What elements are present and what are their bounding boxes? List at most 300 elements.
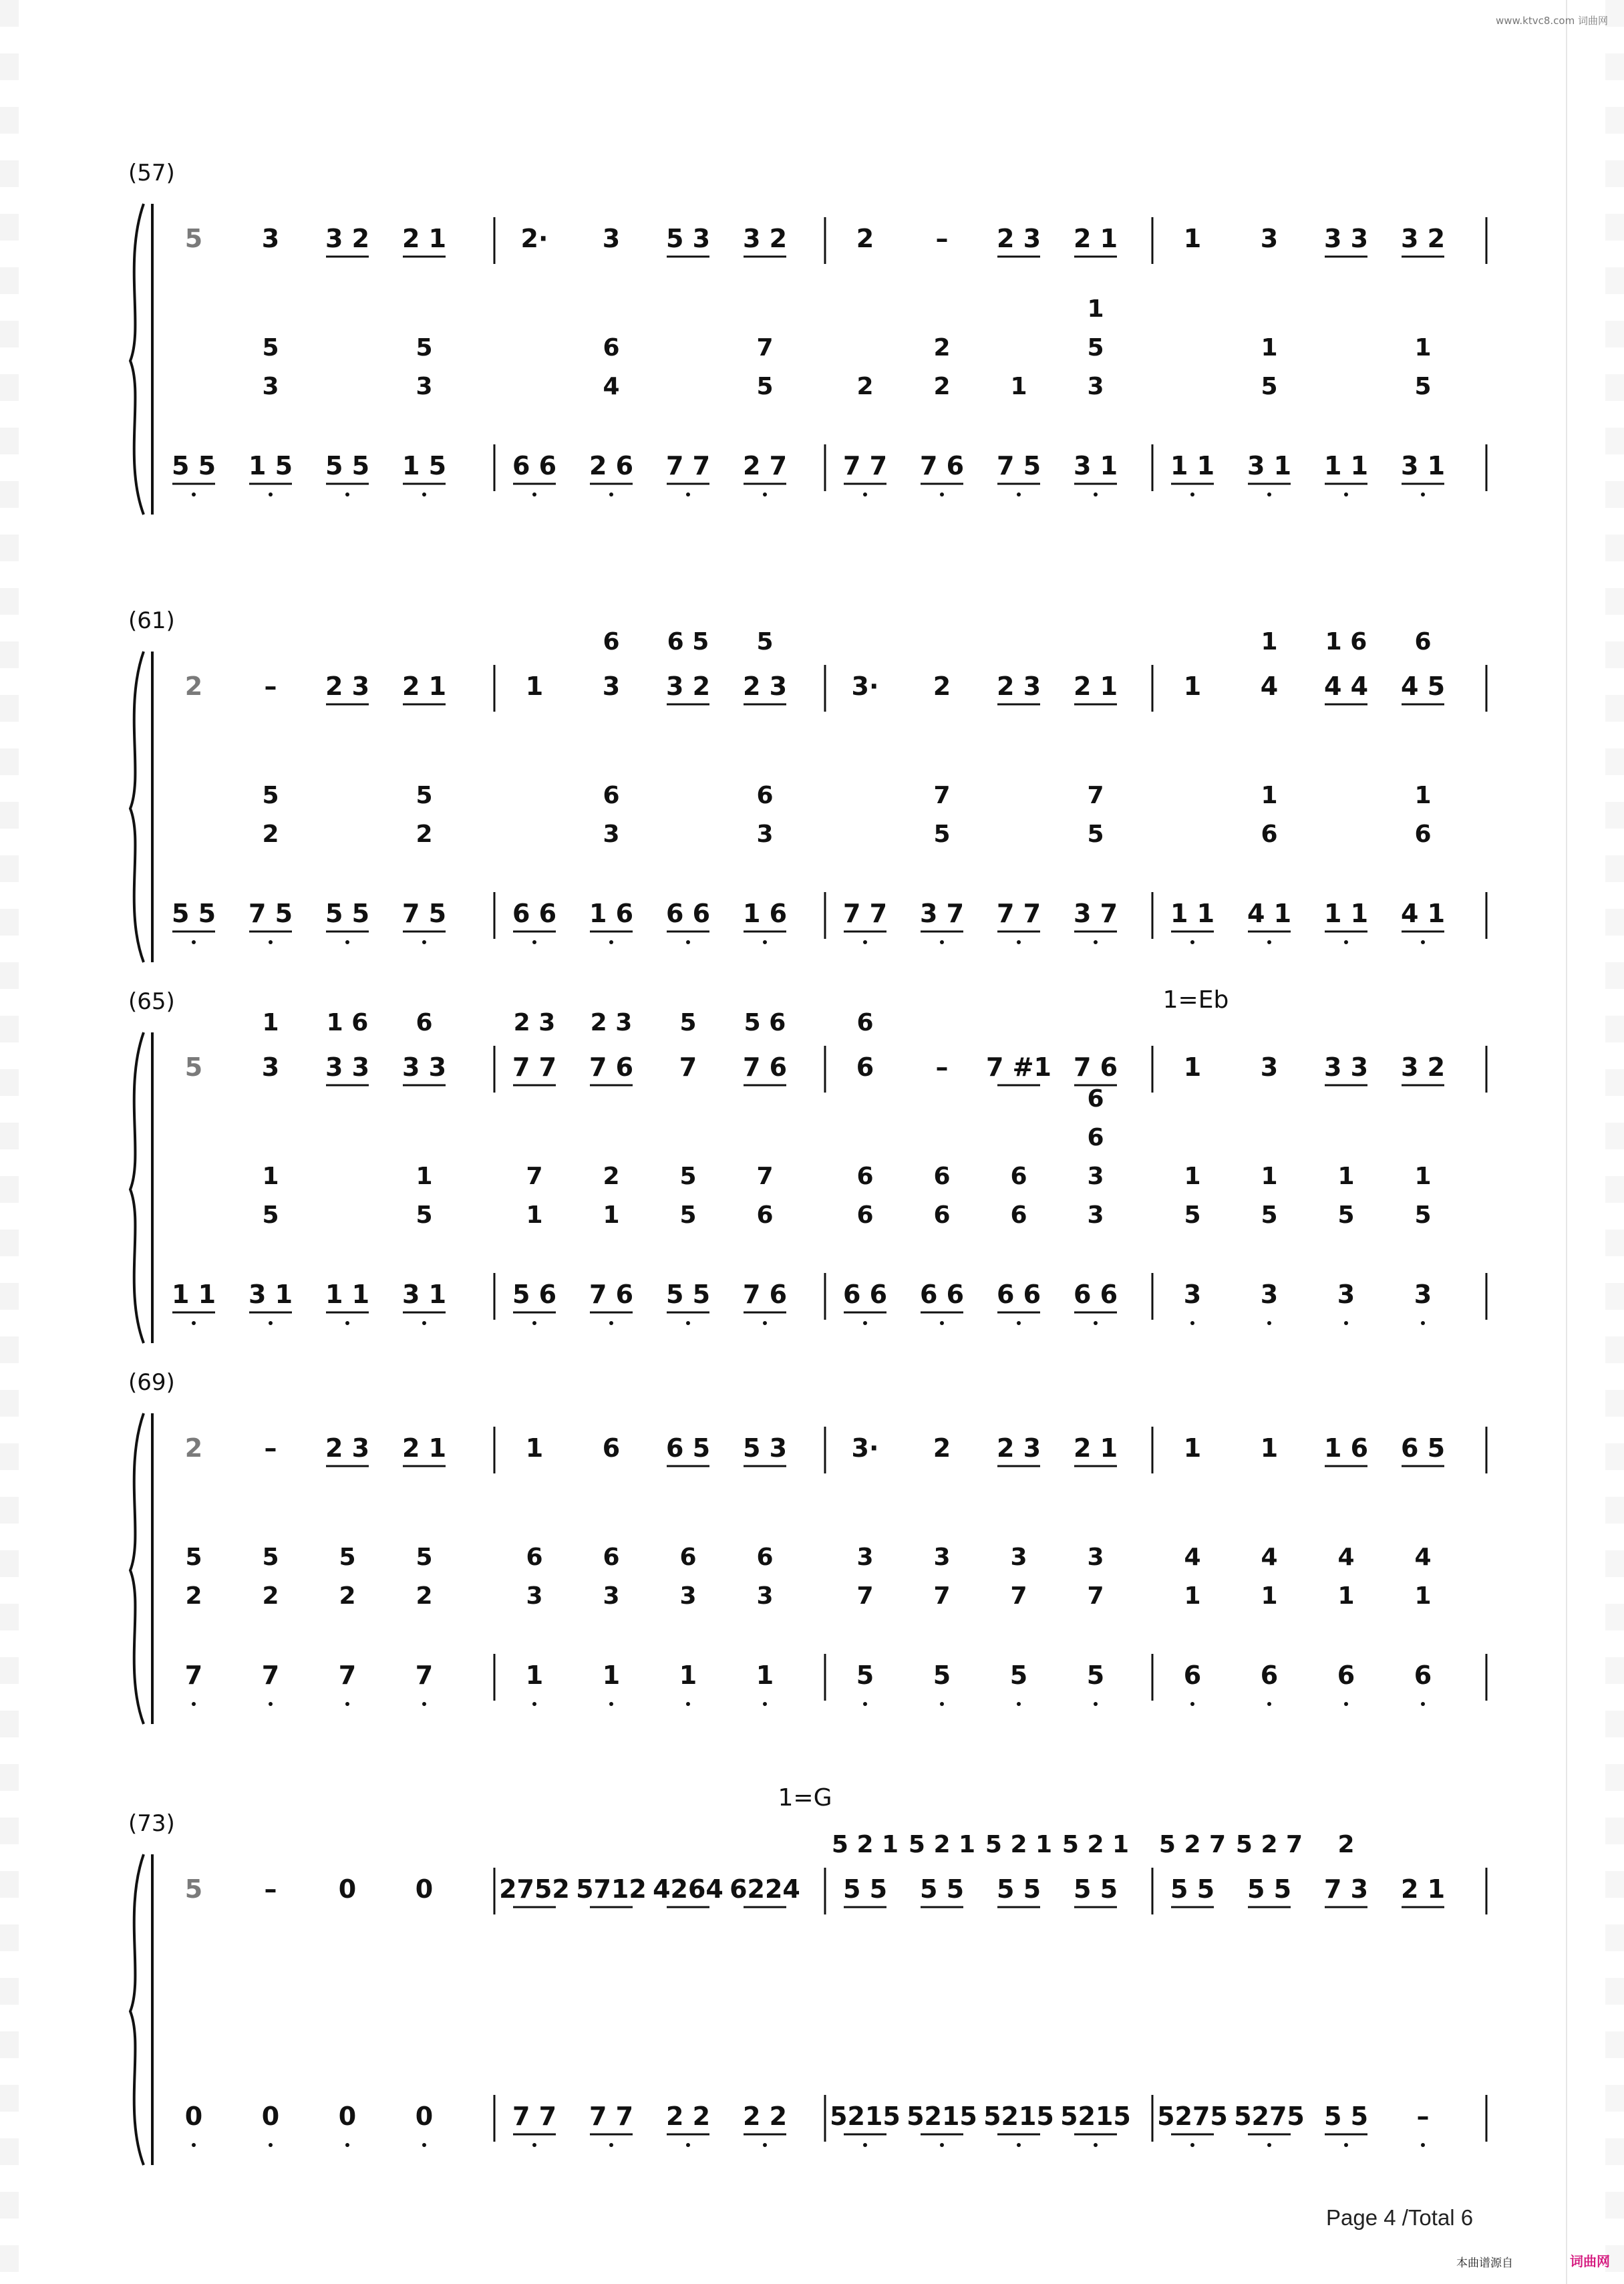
left-hand-note: 7 6 — [589, 1280, 634, 1309]
left-hand-chord-note: 3 — [1087, 1163, 1104, 1190]
left-hand-chord-note: 3 — [1087, 1544, 1104, 1571]
right-hand-note: 3 — [261, 1052, 280, 1082]
left-hand-note: 7 — [184, 1661, 203, 1690]
left-hand-note: 3 — [1414, 1280, 1432, 1309]
left-hand-chord-note: 6 — [1010, 1163, 1027, 1190]
left-hand-note: 7 7 — [512, 2102, 557, 2131]
left-hand-chord-note: 4 — [603, 373, 620, 400]
left-hand-chord-note: 1 — [1184, 1163, 1201, 1190]
right-hand-note: 2 1 — [1073, 1433, 1118, 1463]
right-hand-note: 1 — [1260, 1433, 1279, 1463]
right-hand-note: 5 5 — [1073, 1874, 1118, 1904]
left-hand-chord-note: 5 — [339, 1544, 356, 1571]
low-octave-dot — [422, 940, 426, 944]
right-hand-note: 2 3 — [325, 1433, 370, 1463]
left-hand-note: – — [1416, 2102, 1430, 2131]
left-hand-note: 7 7 — [589, 2102, 634, 2131]
right-hand-note: 3 3 — [1323, 1052, 1369, 1082]
right-hand-note: 3 — [1260, 224, 1279, 253]
left-hand-chord-note: 6 — [603, 1544, 620, 1571]
upper-voice-note: 5 2 7 — [1235, 1831, 1303, 1858]
upper-voice-note: 1 — [262, 1009, 279, 1036]
low-octave-dot — [1017, 1702, 1021, 1706]
low-octave-dot — [763, 492, 767, 496]
low-octave-dot — [1190, 492, 1194, 496]
left-hand-chord-note: 5 — [1414, 1201, 1432, 1229]
footer-source-label: 本曲谱源自 — [1456, 2257, 1513, 2270]
left-hand-chord-note: 1 — [1261, 1163, 1278, 1190]
low-octave-dot — [192, 492, 196, 496]
left-hand-note: 3 1 — [401, 1280, 447, 1309]
right-hand-note: 3 2 — [1400, 224, 1446, 253]
low-octave-dot — [1094, 2143, 1098, 2147]
left-hand-chord-note: 2 — [933, 334, 951, 362]
low-octave-dot — [345, 492, 349, 496]
low-octave-dot — [609, 940, 613, 944]
right-hand-note: 7 7 — [512, 1052, 557, 1082]
upper-voice-note: 5 2 1 — [1062, 1831, 1130, 1858]
right-hand-note: – — [264, 1874, 277, 1904]
left-hand-chord-note: 2 — [339, 1582, 356, 1610]
left-hand-chord-note: 3 — [856, 1544, 874, 1571]
right-hand-note: 5 — [184, 224, 203, 253]
low-octave-dot — [686, 1321, 690, 1325]
left-hand-chord-note: 3 — [1010, 1544, 1027, 1571]
left-hand-chord-note: 5 — [416, 1544, 433, 1571]
left-hand-note: 4 1 — [1400, 899, 1446, 928]
low-octave-dot — [192, 2143, 196, 2147]
low-octave-dot — [345, 1702, 349, 1706]
low-octave-dot — [1421, 1321, 1425, 1325]
left-hand-note: 6 6 — [512, 451, 557, 480]
left-hand-note: 5 5 — [1323, 2102, 1369, 2131]
right-hand-note: 1 — [1183, 224, 1202, 253]
left-hand-chord-note: 1 — [603, 1201, 620, 1229]
left-hand-note: 6 6 — [512, 899, 557, 928]
right-hand-note: 0 — [338, 1874, 357, 1904]
left-hand-chord-note: 7 — [1087, 782, 1104, 809]
right-hand-note: 5 5 — [1170, 1874, 1215, 1904]
left-hand-chord-note: 7 — [1010, 1582, 1027, 1610]
left-hand-note: 6 6 — [1073, 1280, 1118, 1309]
left-hand-note: 1 1 — [171, 1280, 216, 1309]
right-hand-note: 2 — [933, 1433, 951, 1463]
right-hand-note: 3 — [261, 224, 280, 253]
left-hand-chord-note: 6 — [856, 1201, 874, 1229]
left-hand-chord-note: 1 — [1414, 334, 1432, 362]
left-hand-note: 3 — [1337, 1280, 1355, 1309]
right-hand-note: 2· — [520, 224, 548, 253]
left-hand-chord-note: 6 — [1261, 821, 1278, 848]
left-hand-note: 1 1 — [1170, 451, 1215, 480]
page-number: Page 4 /Total 6 — [1326, 2205, 1474, 2230]
left-hand-note: 1 1 — [1323, 899, 1369, 928]
measure-number: (57) — [128, 160, 175, 186]
low-octave-dot — [532, 492, 536, 496]
low-octave-dot — [609, 1702, 613, 1706]
right-hand-note: 6 — [602, 1433, 621, 1463]
left-hand-chord-note: 7 — [856, 1582, 874, 1610]
right-hand-note: 3 2 — [742, 224, 788, 253]
left-hand-note: 2 7 — [742, 451, 788, 480]
left-hand-chord-note: 2 — [416, 821, 433, 848]
right-hand-note: 3 — [602, 672, 621, 701]
left-hand-chord-note: 5 — [262, 1201, 279, 1229]
right-hand-note: 2 1 — [1073, 672, 1118, 701]
left-hand-note: 7 7 — [842, 899, 888, 928]
left-hand-chord-note: 5 — [262, 334, 279, 362]
low-octave-dot — [1267, 492, 1271, 496]
low-octave-dot — [1267, 1321, 1271, 1325]
upper-voice-note: 5 2 7 — [1158, 1831, 1227, 1858]
right-hand-note: 3 3 — [1323, 224, 1369, 253]
right-hand-note: 1 — [1183, 672, 1202, 701]
left-hand-chord-note: 5 — [933, 821, 951, 848]
left-hand-note: 0 — [184, 2102, 203, 2131]
right-hand-note: 6 — [856, 1052, 874, 1082]
left-hand-chord-note: 6 — [679, 1544, 697, 1571]
left-hand-chord-note: 5 — [262, 782, 279, 809]
low-octave-dot — [1421, 940, 1425, 944]
left-hand-chord-note: 5 — [756, 373, 774, 400]
low-octave-dot — [686, 1702, 690, 1706]
left-hand-chord-note: 6 — [603, 334, 620, 362]
low-octave-dot — [863, 492, 867, 496]
measure-number: (69) — [128, 1369, 175, 1396]
left-hand-note: 6 — [1260, 1661, 1279, 1690]
staff-brace — [130, 1854, 144, 2165]
low-octave-dot — [192, 1321, 196, 1325]
left-hand-chord-note: 5 — [1184, 1201, 1201, 1229]
left-hand-chord-note: 3 — [416, 373, 433, 400]
right-hand-note: 2 3 — [742, 672, 788, 701]
key-change: 1=G — [778, 1784, 832, 1812]
left-hand-note: 7 5 — [401, 899, 447, 928]
low-octave-dot — [940, 940, 944, 944]
right-hand-note: 5 — [184, 1052, 203, 1082]
low-octave-dot — [763, 1321, 767, 1325]
left-hand-chord-note: 2 — [933, 373, 951, 400]
upper-voice-note: 5 2 1 — [908, 1831, 976, 1858]
right-hand-note: 0 — [415, 1874, 434, 1904]
left-hand-note: 5 — [1086, 1661, 1105, 1690]
low-octave-dot — [1094, 1321, 1098, 1325]
left-hand-note: 5 5 — [325, 899, 370, 928]
left-hand-chord-note: 6 — [1414, 821, 1432, 848]
left-hand-chord-note: 3 — [756, 821, 774, 848]
left-hand-note: 1 — [756, 1661, 774, 1690]
right-hand-note: – — [935, 1052, 949, 1082]
left-hand-chord-note: 3 — [1087, 1201, 1104, 1229]
right-hand-note: 1 — [525, 1433, 544, 1463]
low-octave-dot — [269, 1702, 273, 1706]
left-hand-chord-note: 1 — [1337, 1582, 1355, 1610]
right-hand-note: 3· — [851, 672, 879, 701]
right-hand-note: 3 2 — [1400, 1052, 1446, 1082]
left-hand-chord-note: 3 — [756, 1582, 774, 1610]
left-hand-chord-note: 1 — [1184, 1582, 1201, 1610]
left-hand-chord-note: 4 — [1184, 1544, 1201, 1571]
low-octave-dot — [863, 2143, 867, 2147]
left-hand-note: 5215 — [907, 2102, 977, 2131]
left-hand-note: 7 5 — [248, 899, 293, 928]
right-hand-note: 4 — [1260, 672, 1279, 701]
left-hand-chord-note: 1 — [1337, 1163, 1355, 1190]
left-hand-chord-note: 1 — [1414, 1582, 1432, 1610]
left-hand-chord-note: 1 — [1087, 295, 1104, 323]
left-hand-chord-note: 5 — [1414, 373, 1432, 400]
low-octave-dot — [269, 1321, 273, 1325]
low-octave-dot — [532, 940, 536, 944]
left-hand-chord-note: 1 — [262, 1163, 279, 1190]
right-hand-note: 2 3 — [996, 672, 1041, 701]
right-hand-note: 2 3 — [996, 1433, 1041, 1463]
left-hand-chord-note: 6 — [756, 1201, 774, 1229]
key-change: 1=Eb — [1162, 986, 1229, 1014]
left-hand-chord-note: 7 — [756, 334, 774, 362]
low-octave-dot — [1190, 1702, 1194, 1706]
right-hand-note: 6224 — [729, 1874, 800, 1904]
left-hand-chord-note: 7 — [526, 1163, 543, 1190]
left-hand-note: 5215 — [1060, 2102, 1131, 2131]
low-octave-dot — [763, 1702, 767, 1706]
right-hand-note: – — [264, 1433, 277, 1463]
low-octave-dot — [863, 1321, 867, 1325]
low-octave-dot — [686, 2143, 690, 2147]
left-hand-note: 7 — [415, 1661, 434, 1690]
right-hand-note: 5 — [184, 1874, 203, 1904]
right-hand-note: 2 — [184, 672, 203, 701]
low-octave-dot — [863, 1702, 867, 1706]
site-url: www.ktvc8.com 词曲网 — [1495, 15, 1608, 27]
upper-voice-note: 1 — [1261, 628, 1278, 656]
left-hand-note: 7 5 — [996, 451, 1041, 480]
left-hand-note: 7 7 — [842, 451, 888, 480]
left-hand-note: 3 — [1183, 1280, 1202, 1309]
left-hand-chord-note: 5 — [185, 1544, 202, 1571]
low-octave-dot — [345, 940, 349, 944]
left-hand-chord-note: 1 — [1414, 782, 1432, 809]
low-octave-dot — [422, 492, 426, 496]
right-hand-note: 3 — [602, 224, 621, 253]
right-hand-note: 2 1 — [1073, 224, 1118, 253]
low-octave-dot — [1421, 2143, 1425, 2147]
low-octave-dot — [1267, 2143, 1271, 2147]
low-octave-dot — [940, 1321, 944, 1325]
low-octave-dot — [1344, 1321, 1348, 1325]
left-hand-chord-note: 1 — [416, 1163, 433, 1190]
left-hand-chord-note: 5 — [416, 334, 433, 362]
right-hand-note: 5 5 — [842, 1874, 888, 1904]
left-hand-chord-note: 5 — [416, 782, 433, 809]
low-octave-dot — [1094, 1702, 1098, 1706]
left-hand-note: 1 — [679, 1661, 697, 1690]
left-hand-note: 1 5 — [401, 451, 447, 480]
upper-voice-note: 2 — [1337, 1831, 1355, 1858]
left-hand-note: 3 7 — [919, 899, 965, 928]
left-hand-note: 5275 — [1157, 2102, 1228, 2131]
left-hand-note: 7 7 — [996, 899, 1041, 928]
right-hand-note: 7 6 — [589, 1052, 634, 1082]
left-hand-chord-note: 3 — [1087, 373, 1104, 400]
upper-voice-note: 2 3 — [590, 1009, 633, 1036]
low-octave-dot — [609, 2143, 613, 2147]
right-hand-note: 7 — [679, 1052, 697, 1082]
left-hand-chord-note: 4 — [1261, 1544, 1278, 1571]
left-hand-note: 6 6 — [842, 1280, 888, 1309]
left-hand-chord-note: 6 — [933, 1201, 951, 1229]
low-octave-dot — [532, 1321, 536, 1325]
low-octave-dot — [1017, 940, 1021, 944]
left-hand-note: 4 1 — [1247, 899, 1292, 928]
low-octave-dot — [532, 1702, 536, 1706]
left-hand-chord-note: 1 — [526, 1201, 543, 1229]
left-hand-chord-note: 2 — [262, 1582, 279, 1610]
right-hand-note: 4264 — [653, 1874, 723, 1904]
right-hand-note: 2 — [184, 1433, 203, 1463]
low-octave-dot — [1017, 1321, 1021, 1325]
low-octave-dot — [269, 940, 273, 944]
right-hand-note: 4 5 — [1400, 672, 1446, 701]
low-octave-dot — [1421, 492, 1425, 496]
left-hand-note: 2 2 — [665, 2102, 711, 2131]
left-hand-chord-note: 5 — [1087, 821, 1104, 848]
upper-voice-note: 5 2 1 — [831, 1831, 899, 1858]
left-hand-chord-note: 6 — [756, 782, 774, 809]
low-octave-dot — [422, 1321, 426, 1325]
low-octave-dot — [609, 1321, 613, 1325]
right-hand-note: 1 6 — [1323, 1433, 1369, 1463]
left-hand-chord-note: 3 — [603, 1582, 620, 1610]
low-octave-dot — [686, 492, 690, 496]
right-hand-note: 1 — [1183, 1433, 1202, 1463]
right-hand-note: 1 — [525, 672, 544, 701]
right-hand-note: 3 2 — [325, 224, 370, 253]
upper-voice-note: 5 — [679, 1009, 697, 1036]
right-hand-note: 5 5 — [996, 1874, 1041, 1904]
left-hand-chord-note: 6 — [1010, 1201, 1027, 1229]
right-hand-note: 2 — [933, 672, 951, 701]
low-octave-dot — [1190, 940, 1194, 944]
left-hand-chord-note: 4 — [1337, 1544, 1355, 1571]
left-hand-note: 3 1 — [248, 1280, 293, 1309]
right-hand-note: 6 5 — [665, 1433, 711, 1463]
upper-voice-note: 6 — [416, 1009, 433, 1036]
left-hand-chord-note: 5 — [416, 1201, 433, 1229]
left-hand-chord-note: 2 — [262, 821, 279, 848]
left-hand-note: 1 5 — [248, 451, 293, 480]
low-octave-dot — [269, 2143, 273, 2147]
left-hand-note: 3 1 — [1073, 451, 1118, 480]
left-hand-chord-note: 6 — [603, 782, 620, 809]
left-hand-note: 1 1 — [1323, 451, 1369, 480]
left-hand-chord-note: 5 — [262, 1544, 279, 1571]
left-hand-note: 5 — [933, 1661, 951, 1690]
left-hand-chord-note: 6 — [856, 1163, 874, 1190]
right-hand-note: 7 #1 — [986, 1052, 1051, 1082]
left-hand-chord-note: 5 — [1337, 1201, 1355, 1229]
left-hand-note: 6 6 — [996, 1280, 1041, 1309]
staff-brace — [130, 1413, 144, 1724]
upper-voice-note: 6 5 — [667, 628, 709, 656]
upper-voice-note: 6 — [856, 1009, 874, 1036]
upper-voice-note: 1 6 — [1325, 628, 1367, 656]
left-hand-chord-note: 5 — [679, 1163, 697, 1190]
right-hand-note: 5 5 — [1247, 1874, 1292, 1904]
right-hand-note: 5 3 — [742, 1433, 788, 1463]
left-hand-chord-note: 3 — [262, 373, 279, 400]
left-hand-note: 1 1 — [325, 1280, 370, 1309]
low-octave-dot — [1344, 940, 1348, 944]
left-hand-chord-note: 6 — [756, 1544, 774, 1571]
left-hand-note: 3 7 — [1073, 899, 1118, 928]
right-hand-note: 2 1 — [401, 672, 447, 701]
right-hand-note: 3 2 — [665, 672, 711, 701]
right-hand-note: 2 1 — [401, 224, 447, 253]
low-octave-dot — [1190, 1321, 1194, 1325]
low-octave-dot — [686, 940, 690, 944]
low-octave-dot — [532, 2143, 536, 2147]
right-hand-note: 1 — [1183, 1052, 1202, 1082]
right-hand-note: 7 3 — [1323, 1874, 1369, 1904]
left-hand-note: 1 1 — [1170, 899, 1215, 928]
low-octave-dot — [609, 492, 613, 496]
low-octave-dot — [1190, 2143, 1194, 2147]
left-hand-note: 6 6 — [665, 899, 711, 928]
left-hand-note: 0 — [415, 2102, 434, 2131]
left-hand-note: 5 5 — [325, 451, 370, 480]
low-octave-dot — [345, 1321, 349, 1325]
left-hand-chord-note: 1 — [1261, 1582, 1278, 1610]
site-logo: 词曲网 — [1570, 2253, 1610, 2269]
measure-number: (73) — [128, 1810, 175, 1837]
low-octave-dot — [1344, 2143, 1348, 2147]
staff-brace — [130, 204, 144, 515]
left-hand-note: 5 5 — [171, 899, 216, 928]
right-hand-note: 3· — [851, 1433, 879, 1463]
low-octave-dot — [940, 1702, 944, 1706]
left-hand-note: 6 — [1414, 1661, 1432, 1690]
right-hand-note: 7 6 — [1073, 1052, 1118, 1082]
left-hand-note: 3 1 — [1400, 451, 1446, 480]
left-hand-note: 5215 — [830, 2102, 901, 2131]
measure-number: (65) — [128, 988, 175, 1015]
left-hand-note: 0 — [338, 2102, 357, 2131]
left-hand-chord-note: 1 — [1414, 1163, 1432, 1190]
left-hand-note: 5 — [1009, 1661, 1028, 1690]
left-hand-chord-note: 5 — [1261, 373, 1278, 400]
upper-voice-note: 6 — [1414, 628, 1432, 656]
left-hand-chord-note: 7 — [933, 1582, 951, 1610]
left-hand-chord-note: 2 — [603, 1163, 620, 1190]
left-hand-chord-note: 6 — [1087, 1124, 1104, 1151]
right-hand-note: 2752 — [499, 1874, 570, 1904]
left-hand-note: 3 1 — [1247, 451, 1292, 480]
measure-number: (61) — [128, 607, 175, 634]
left-hand-chord-note: 1 — [1261, 334, 1278, 362]
left-hand-note: 1 6 — [742, 899, 788, 928]
left-hand-chord-note: 7 — [756, 1163, 774, 1190]
left-hand-note: 5275 — [1234, 2102, 1305, 2131]
right-hand-note: 3 3 — [401, 1052, 447, 1082]
upper-voice-note: 5 2 1 — [985, 1831, 1053, 1858]
low-octave-dot — [940, 2143, 944, 2147]
left-hand-chord-note: 3 — [679, 1582, 697, 1610]
low-octave-dot — [763, 940, 767, 944]
low-octave-dot — [1344, 492, 1348, 496]
left-hand-note: 5 6 — [512, 1280, 557, 1309]
left-hand-note: 6 — [1183, 1661, 1202, 1690]
